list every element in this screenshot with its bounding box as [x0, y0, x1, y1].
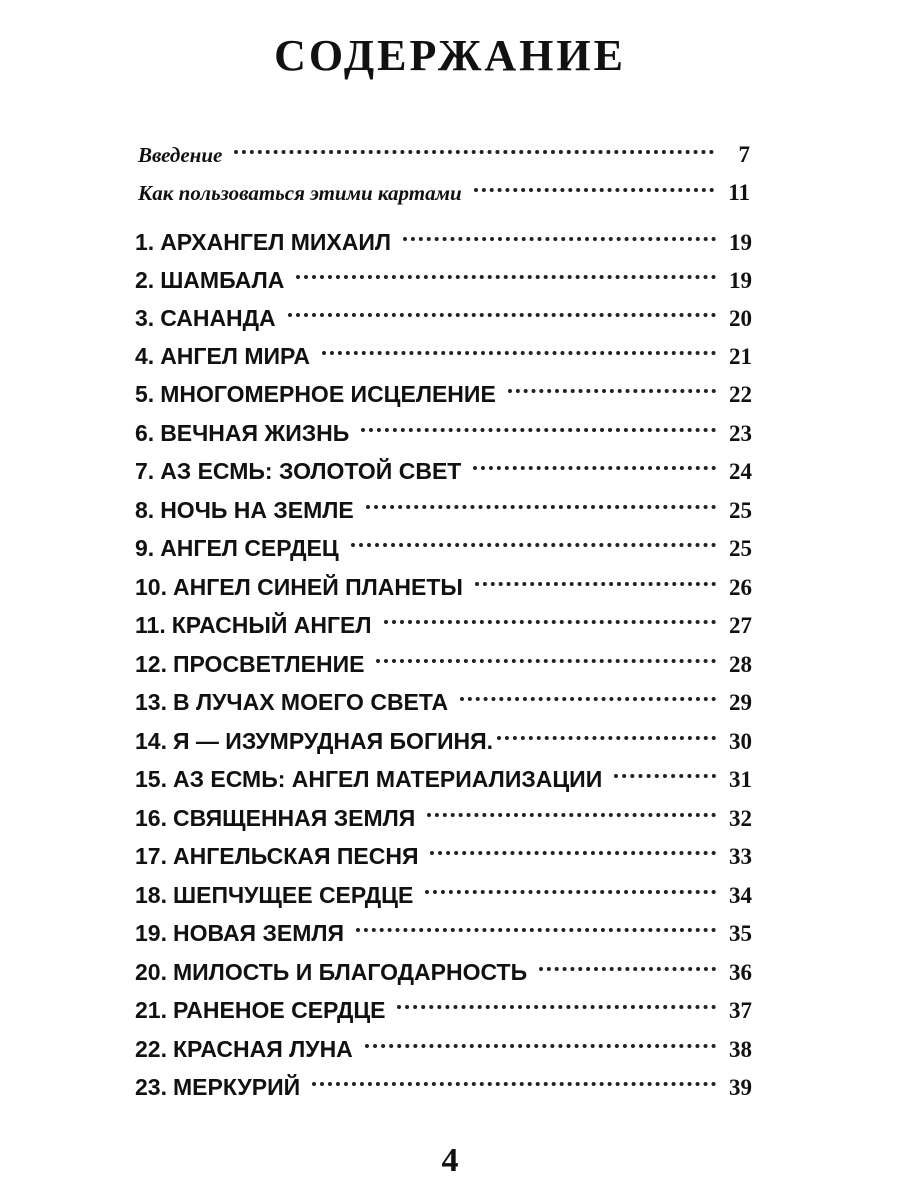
dot-leader — [296, 273, 716, 279]
toc-entry-number: 6. — [135, 420, 155, 446]
toc-entry-title: ШАМБАЛА — [160, 267, 285, 293]
toc-entry-card[interactable] — [135, 1030, 752, 1068]
toc-entry-number: 3. — [135, 305, 155, 331]
toc-entry-number: 11. — [135, 612, 166, 638]
toc-entry-page: 20 — [729, 306, 752, 331]
toc-entry-card[interactable] — [135, 223, 752, 261]
toc-entry-card[interactable] — [135, 914, 752, 952]
toc-entry-card[interactable] — [135, 261, 752, 299]
toc-entry-number: 21. — [135, 997, 167, 1023]
toc-entry-title: НОЧЬ НА ЗЕМЛЕ — [160, 497, 354, 523]
toc-entry-number: 5. — [135, 381, 155, 407]
toc-entry-card[interactable] — [135, 491, 752, 529]
toc-entry-number: 1. — [135, 229, 155, 255]
dot-leader — [430, 849, 716, 855]
toc-entry-page: 27 — [729, 613, 752, 638]
dot-leader — [322, 349, 716, 355]
toc-entry-title: МЕРКУРИЙ — [172, 1074, 301, 1100]
toc-entry-page: 33 — [729, 844, 752, 869]
toc-entry-card[interactable] — [135, 683, 752, 721]
toc-entry-card[interactable] — [135, 645, 752, 683]
toc-entry-number: 18. — [135, 882, 167, 908]
toc-entry-card[interactable] — [135, 529, 752, 567]
toc-entry-page: 38 — [729, 1037, 752, 1062]
toc-entry-how-to-use[interactable] — [138, 174, 750, 212]
toc-entry-page: 31 — [729, 767, 752, 792]
dot-leader — [474, 186, 714, 192]
toc-entry-page: 28 — [729, 652, 752, 677]
toc-entry-title: МИЛОСТЬ И БЛАГОДАРНОСТЬ — [172, 959, 528, 985]
dot-leader — [365, 1042, 716, 1048]
dot-leader — [384, 618, 716, 624]
dot-leader — [539, 965, 716, 971]
toc-entry-page: 21 — [729, 344, 752, 369]
toc-entry-card[interactable] — [135, 722, 752, 760]
toc-entry-page: 30 — [729, 729, 752, 754]
toc-entry-number: 13. — [135, 689, 167, 715]
dot-leader — [427, 811, 716, 817]
dot-leader — [473, 464, 716, 470]
toc-entry-number: 23. — [135, 1074, 167, 1100]
toc-entry-number: 7. — [135, 458, 155, 484]
toc-entry-number: 2. — [135, 267, 155, 293]
toc-entry-title: Я — ИЗУМРУДНАЯ БОГИНЯ. — [172, 728, 494, 754]
dot-leader — [425, 888, 716, 894]
dot-leader — [460, 695, 716, 701]
toc-entry-number: 17. — [135, 843, 167, 869]
toc-entry-number: 19. — [135, 920, 167, 946]
toc-entry-title: АНГЕЛЬСКАЯ ПЕСНЯ — [172, 843, 419, 869]
toc-entry-title: АЗ ЕСМЬ: АНГЕЛ МАТЕРИАЛИЗАЦИИ — [172, 766, 603, 792]
toc-entry-page: 25 — [729, 536, 752, 561]
toc-entry-page: 32 — [729, 806, 752, 831]
dot-leader — [312, 1080, 716, 1086]
toc-entry-page: 25 — [729, 498, 752, 523]
toc-entry-card[interactable] — [135, 299, 752, 337]
toc-entry-page: 29 — [729, 690, 752, 715]
dot-leader — [508, 387, 716, 393]
dot-leader — [361, 426, 716, 432]
page-number: 4 — [441, 1142, 459, 1179]
toc-entry-number: 4. — [135, 343, 155, 369]
toc-entry-title: РАНЕНОЕ СЕРДЦЕ — [172, 997, 386, 1023]
toc-entry-card[interactable] — [135, 414, 752, 452]
toc-entry-number: 8. — [135, 497, 155, 523]
toc-entry-page: 19 — [729, 268, 752, 293]
toc-entry-introduction[interactable] — [138, 136, 750, 174]
toc-entry-card[interactable] — [135, 876, 752, 914]
toc-entry-title: МНОГОМЕРНОЕ ИСЦЕЛЕНИЕ — [160, 381, 496, 407]
toc-entry-title: Как пользоваться этими картами — [138, 181, 462, 205]
toc-entry-title: СВЯЩЕННАЯ ЗЕМЛЯ — [172, 805, 416, 831]
toc-entry-page: 22 — [729, 382, 752, 407]
toc-entry-title: АЗ ЕСМЬ: ЗОЛОТОЙ СВЕТ — [160, 458, 462, 484]
toc-entry-number: 22. — [135, 1036, 167, 1062]
toc-entry-page: 7 — [738, 142, 750, 167]
dot-leader — [356, 926, 716, 932]
toc-entry-page: 24 — [729, 459, 752, 484]
dot-leader — [288, 311, 716, 317]
toc-entry-title: ВЕЧНАЯ ЖИЗНЬ — [160, 420, 350, 446]
toc-entry-card[interactable] — [135, 991, 752, 1029]
toc-entry-title: АНГЕЛ СЕРДЕЦ — [160, 535, 339, 561]
page-title: СОДЕРЖАНИЕ — [274, 31, 626, 80]
toc-entry-title: Введение — [138, 143, 223, 167]
toc-entry-title: ПРОСВЕТЛЕНИЕ — [172, 651, 365, 677]
toc-entry-number: 14. — [135, 728, 167, 754]
toc-entry-page: 26 — [729, 575, 752, 600]
toc-entry-title: КРАСНЫЙ АНГЕЛ — [171, 612, 372, 638]
toc-entry-title: САНАНДА — [160, 305, 276, 331]
dot-leader — [497, 734, 716, 740]
toc-entry-card[interactable] — [135, 799, 752, 837]
toc-entry-number: 12. — [135, 651, 167, 677]
toc-entry-card[interactable] — [135, 953, 752, 991]
toc-entry-number: 9. — [135, 535, 155, 561]
toc-entry-number: 16. — [135, 805, 167, 831]
toc-entry-number: 20. — [135, 959, 167, 985]
toc-entry-card[interactable] — [135, 375, 752, 413]
toc-entry-title: В ЛУЧАХ МОЕГО СВЕТА — [172, 689, 449, 715]
toc-entry-title: ШЕПЧУЩЕЕ СЕРДЦЕ — [172, 882, 414, 908]
toc-entry-title: АНГЕЛ МИРА — [160, 343, 310, 369]
toc-entry-page: 19 — [729, 230, 752, 255]
dot-leader — [234, 148, 714, 154]
toc-entry-card[interactable] — [135, 1068, 752, 1106]
dot-leader — [614, 772, 716, 778]
toc-entry-card[interactable] — [135, 568, 752, 606]
toc-entry-card[interactable] — [135, 837, 752, 875]
dot-leader — [351, 541, 716, 547]
toc-entry-page: 39 — [729, 1075, 752, 1100]
toc-entry-number: 10. — [135, 574, 167, 600]
toc-entry-page: 34 — [729, 883, 752, 908]
dot-leader — [403, 235, 716, 241]
toc-entry-page: 11 — [728, 180, 750, 205]
toc-entry-page: 37 — [729, 998, 752, 1023]
toc-entry-number: 15. — [135, 766, 167, 792]
toc-entry-card[interactable] — [135, 606, 752, 644]
toc-entry-card[interactable] — [135, 452, 752, 490]
toc-entry-page: 36 — [729, 960, 752, 985]
toc-entry-card[interactable] — [135, 337, 752, 375]
dot-leader — [376, 657, 716, 663]
toc-entry-page: 23 — [729, 421, 752, 446]
dot-leader — [366, 503, 716, 509]
toc-entry-title: АРХАНГЕЛ МИХАИЛ — [160, 229, 392, 255]
dot-leader — [475, 580, 716, 586]
toc-entry-title: НОВАЯ ЗЕМЛЯ — [172, 920, 345, 946]
toc-entry-title: КРАСНАЯ ЛУНА — [172, 1036, 353, 1062]
toc-entry-page: 35 — [729, 921, 752, 946]
dot-leader — [397, 1003, 716, 1009]
toc-entry-title: АНГЕЛ СИНЕЙ ПЛАНЕТЫ — [172, 574, 463, 600]
toc-entry-card[interactable] — [135, 760, 752, 798]
